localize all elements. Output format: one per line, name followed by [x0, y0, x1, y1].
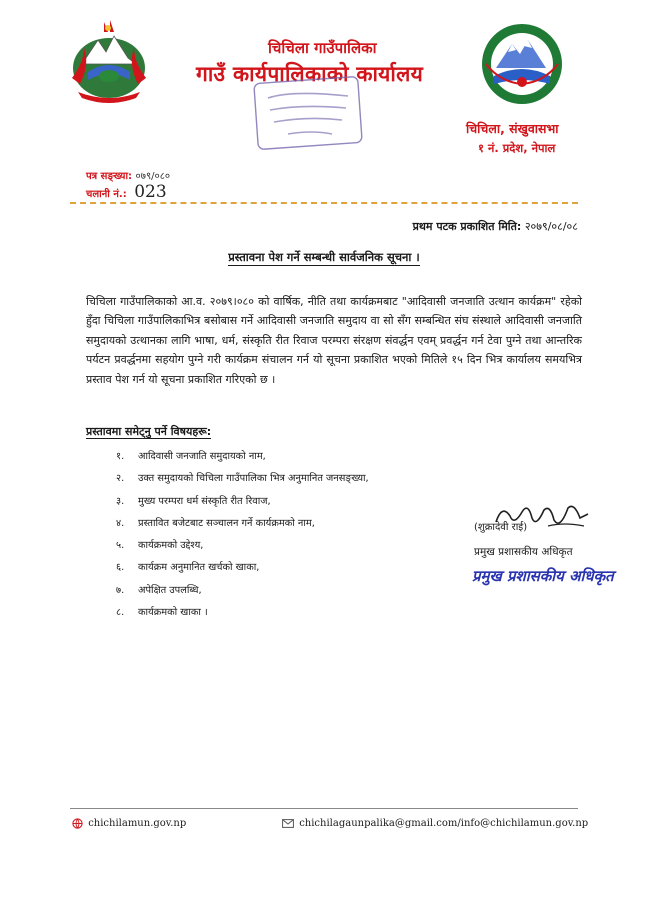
- dispatch-number-value: 023: [134, 182, 167, 202]
- email-links[interactable]: chichilagaunpalika@gmail.com/info@chichilamun.gov.np: [299, 818, 589, 829]
- footer-email[interactable]: [282, 818, 588, 829]
- publication-date-label: प्रथम पटक प्रकाशित मिति:: [412, 220, 522, 233]
- dispatch-number: [86, 182, 167, 202]
- publication-date-value: २०७९/०८/०८: [524, 220, 578, 233]
- website-link[interactable]: chichilamun.gov.np: [88, 818, 187, 829]
- signer-title: प्रमुख प्रशासकीय अधिकृत: [474, 546, 573, 558]
- letter-number-value: ०७९/०८०: [135, 171, 171, 182]
- designation-stamp: प्रमुख प्रशासकीय अधिकृत: [472, 567, 614, 585]
- address-district: चिचिला, संखुवासभा: [466, 121, 559, 136]
- mail-icon: [282, 819, 294, 828]
- letter-number-label: पत्र सङ्ख्या:: [86, 171, 133, 182]
- notice-title: [0, 250, 648, 265]
- address-province: १ नं. प्रदेश, नेपाल: [478, 141, 556, 155]
- list-item: ३. मुख्य परम्परा धर्म संस्कृति रीत रिवाज,: [116, 495, 271, 507]
- list-item: ५. कार्यक्रमको उद्देश्य,: [116, 540, 204, 552]
- dispatch-number-label: चलानी नं.:: [86, 189, 127, 200]
- notice-body: चिचिला गाउँपालिकाको आ.व. २०७९।०८० को वार्षिक, नीति तथा कार्यक्रमबाट "आदिवासी जनजाति उत्थान कार्यक्रम" रहेको हुँदा चिचिला गाउँपालिकाभित्र बसोबास गर्ने आदिवासी जनजाति समुदाय वा सो सँग सम्बन्धित संघ संस्थाले आदिवासी जनजाति समुदायको उत्थानका लागि भाषा, धर्म, संस्कृति रीत रिवाज परम्परा संरक्षण संवर्द्धन एवम् प्रवर्द्धन गर्न टेवा पुग्ने तथा आन्तरिक पर्यटन प्रवर्द्धनमा सहयोग पुग्ने गरी कार्यक्रम संचालन गर्न यो सूचना प्रकाशित भएको मितिले १५ दिन भित्र कार्यालय समयभित्र प्रस्ताव पेश गर्न यो सूचना प्रकाशित गरिएको छ ।: [86, 295, 582, 386]
- nepal-emblem-logo: [64, 18, 154, 104]
- office-stamp: [252, 76, 364, 150]
- letter-number: [86, 168, 170, 182]
- globe-icon: [72, 818, 83, 829]
- office-title: गाउँ कार्यपालिकाको कार्यालय: [196, 62, 424, 86]
- header-divider: [70, 202, 578, 204]
- publication-date: [413, 219, 578, 234]
- list-item: १. आदिवासी जनजाति समुदायको नाम,: [116, 451, 266, 462]
- items-heading-text: प्रस्तावमा समेट्नु पर्ने विषयहरू:: [86, 425, 212, 438]
- notice-title-text: प्रस्तावना पेश गर्ने सम्बन्धी सार्वजनिक सूचना ।: [228, 250, 420, 264]
- municipality-name: चिचिला गाउँपालिका: [268, 39, 377, 57]
- proposal-items-list: [116, 446, 369, 624]
- list-item: ७. अपेक्षित उपलब्धि,: [116, 584, 202, 596]
- list-item: २. उक्त समुदायको चिचिला गाउँपालिका भित्र अनुमानित जनसङ्ख्या,: [116, 473, 369, 485]
- municipality-logo: [480, 22, 564, 106]
- footer-website[interactable]: [72, 818, 186, 829]
- signer-name: (शुक्रादेवी राई): [474, 522, 528, 533]
- list-item: ४. प्रस्तावित बजेटबाट सञ्चालन गर्ने कार्यक्रमको नाम,: [116, 517, 315, 529]
- footer-divider: [70, 808, 578, 809]
- list-item: ६. कार्यक्रम अनुमानित खर्चको खाका,: [116, 562, 260, 574]
- list-item: ८. कार्यक्रमको खाका ।: [116, 607, 208, 619]
- items-heading: [86, 424, 211, 439]
